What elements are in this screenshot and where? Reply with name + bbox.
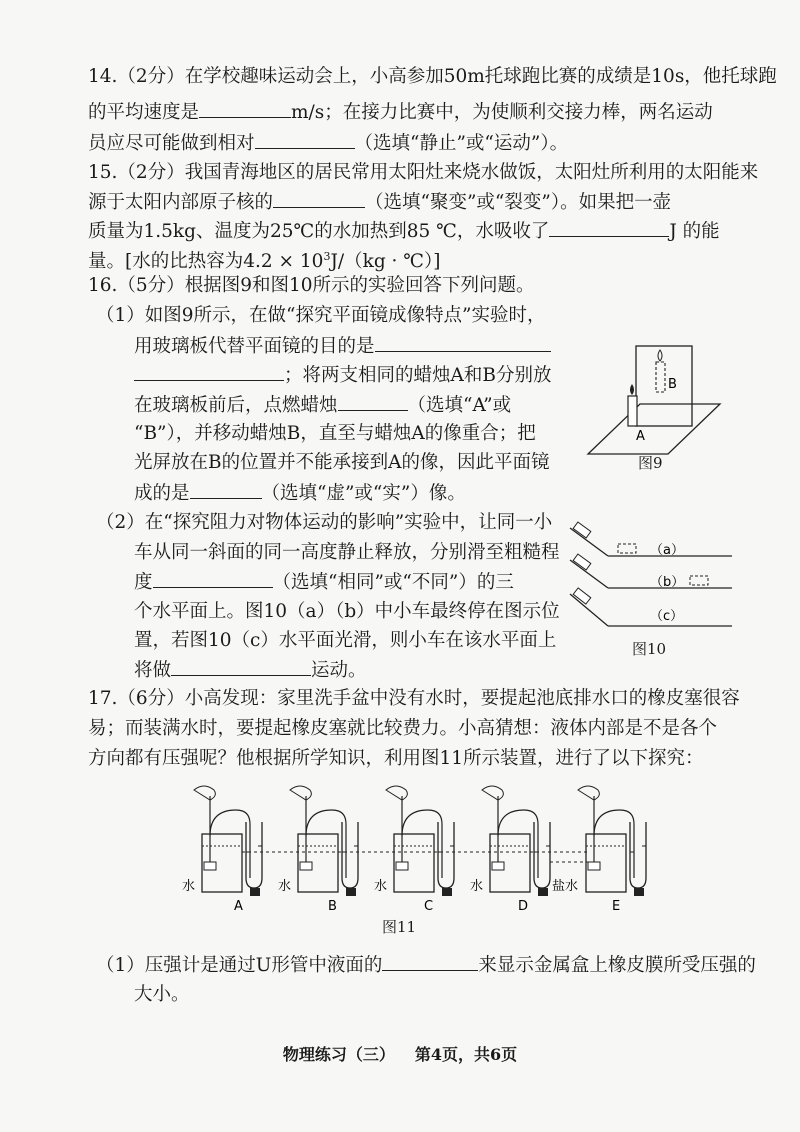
q16-part2-line-1: （2）在“探究阻力对物体运动的影响”实验中，让同一小 <box>96 512 553 533</box>
q17-line-3: 方向都有压强呢？他根据所学知识，利用图11所示装置，进行了以下探究： <box>88 748 704 769</box>
label-setup-a: A <box>234 899 243 914</box>
gauge-setup <box>194 786 262 896</box>
q16-part2-line-3: 度 （选填“相同”或“不同”）的三 <box>134 569 514 596</box>
q16-part1-line-5: “B”），并移动蜡烛B，直至与蜡烛A的像重合；把 <box>134 423 536 444</box>
label-water-2: 水 <box>278 879 292 894</box>
q16-part2-line-4: 个水平面上。图10（a）（b）中小车最终停在图示位 <box>134 601 560 622</box>
q16-heading: 16.（5分）根据图9和图10所示的实验回答下列问题。 <box>88 275 535 296</box>
q16-part1-line-3: ；将两支相同的蜡烛A和B分别放 <box>134 362 551 389</box>
q17-line-2: 易；而装满水时，要提起橡皮塞就比较费力。小高猜想：液体内部是不是各个 <box>88 718 718 739</box>
figure-9-caption: 图9 <box>638 454 663 472</box>
label-setup-d: D <box>518 899 529 914</box>
footer-title: 物理练习（三） <box>282 1045 395 1064</box>
q16-part2-line-5: 置，若图10（c）水平面光滑，则小车在该水平面上 <box>134 630 557 651</box>
answer-blank[interactable] <box>199 99 291 118</box>
figure-10 <box>566 516 742 644</box>
q17-part1-line-1: （1）压强计是通过U形管中液面的 来显示金属盒上橡皮膜所受压强的 <box>96 952 756 979</box>
q16-part1-line-6: 光屏放在B的位置并不能承接到A的像，因此平面镜 <box>134 452 550 473</box>
answer-blank[interactable] <box>153 569 273 588</box>
q14-line-1: 14.（2分）在学校趣味运动会上，小高参加50m托球跑比赛的成绩是10s，他托球跑 <box>88 66 777 87</box>
answer-blank[interactable] <box>273 189 365 208</box>
q16-part1-line-1: （1）如图9所示，在做“探究平面镜成像特点”实验时， <box>96 305 546 326</box>
pressure-gauge-diagram <box>180 776 660 916</box>
label-candle-b: B <box>668 377 677 392</box>
q16-part1-line-4: 在玻璃板前后，点燃蜡烛 （选填“A”或 <box>134 392 511 419</box>
q14-line-3: 员应尽可能做到相对 （选填“静止”或“运动”）。 <box>88 130 568 157</box>
q15-line-1: 15.（2分）我国青海地区的居民常用太阳灶来烧水做饭，太阳灶所利用的太阳能来 <box>88 162 759 183</box>
q16-part2-line-2: 车从同一斜面的同一高度静止释放，分别滑至粗糙程 <box>134 542 560 563</box>
label-candle-a: A <box>636 429 645 444</box>
q15-line-4: 量。[水的比热容为$4.2 \times 10^3J/(kg$ · ℃）] <box>88 250 441 273</box>
q15-line-2: 源于太阳内部原子核的 （选填“聚变”或“裂变”）。如果把一壶 <box>88 189 671 216</box>
q15-line-3: 质量为1.5kg、温度为25℃的水加热到85 ℃，水吸收了 J 的能 <box>88 218 720 245</box>
answer-blank[interactable] <box>375 333 551 352</box>
footer-page: 第4页，共6页 <box>414 1045 518 1064</box>
q14-line-2: 的平均速度是 m/s；在接力比赛中，为使顺利交接力棒，两名运动 <box>88 99 713 126</box>
label-setup-b: B <box>328 899 337 914</box>
answer-blank[interactable] <box>549 218 669 237</box>
figure-11 <box>180 776 660 916</box>
label-b: （b） <box>650 575 685 590</box>
page-footer <box>0 1042 800 1065</box>
label-setup-c: C <box>424 899 434 914</box>
answer-blank[interactable] <box>134 362 284 381</box>
q17-part1-line-2: 大小。 <box>134 984 190 1005</box>
q16-part1-line-7: 成的是 （选填“虚”或“实”）像。 <box>134 480 466 507</box>
q16-part2-line-6: 将做 运动。 <box>134 657 367 684</box>
label-setup-e: E <box>612 899 621 914</box>
label-water-1: 水 <box>182 879 196 894</box>
figure-10-caption: 图10 <box>632 640 667 658</box>
figure-11-caption: 图11 <box>382 918 417 936</box>
answer-blank[interactable] <box>190 480 262 499</box>
answer-blank[interactable] <box>255 130 355 149</box>
slope-cart-diagram <box>566 516 742 644</box>
q16-part1-line-2: 用玻璃板代替平面镜的目的是 <box>134 333 551 360</box>
answer-blank[interactable] <box>338 392 408 411</box>
answer-blank[interactable] <box>382 952 478 971</box>
label-brine: 盐水 <box>552 879 579 894</box>
label-a: （a） <box>650 543 684 558</box>
label-water-4: 水 <box>470 879 484 894</box>
q17-line-1: 17.（6分）小高发现：家里洗手盆中没有水时，要提起池底排水口的橡皮塞很容 <box>88 688 740 709</box>
label-c: （c） <box>650 609 684 624</box>
answer-blank[interactable] <box>171 657 311 676</box>
label-water-3: 水 <box>374 879 388 894</box>
